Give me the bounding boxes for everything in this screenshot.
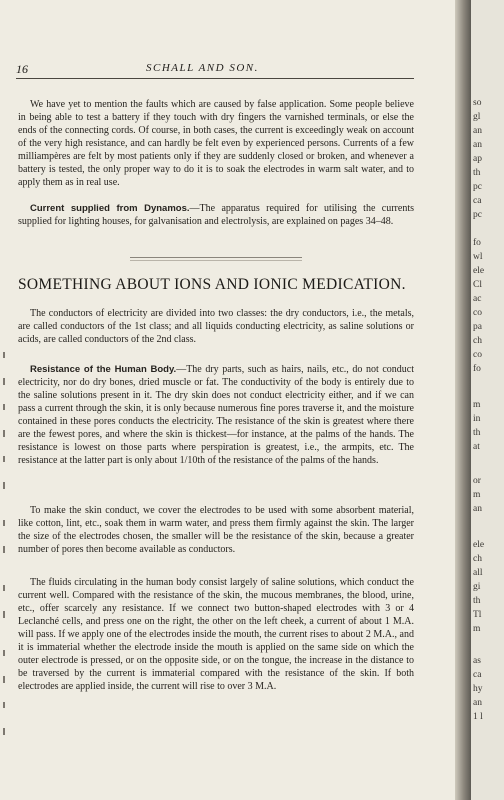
facing-fragment: ac [473, 294, 482, 304]
intro-paragraph-1: We have yet to mention the faults which are caused by false application. Some people believe in being able to test a battery if they touch with dry fingers the varnished terminals, or else the ends of the connecting cords. Of course, in both cases, the current is exceedingly weak on account of the very high resistance, and can hardly be felt even by experienced persons. Currents of a few milliampères are felt by most patients only if they are suddenly closed or broken, and whenever a battery is tested, the only proper way to do it is to soak the electrodes in warm salt water, and to apply them as in real use. [18, 99, 414, 188]
facing-fragment: ele [473, 540, 485, 550]
header-rule [16, 78, 414, 79]
facing-fragment: an [473, 698, 482, 708]
section-divider [130, 257, 302, 261]
skin-conduct-paragraph: To make the skin conduct, we cover the electrodes to be used with some absorbent material, like cotton, lint, etc., soak them in warm water, and press them firmly against the skin. The larger the size of the electrodes chosen, the smaller will be the resistance of the skin, because a greater number of pores then become available as conductors. [18, 505, 414, 555]
conductors-paragraph: The conductors of electricity are divided into two classes: the dry conductors, i.e., the metals, are called conductors of the 1st class; and all liquids conducting electricity, as saline solutions or acids, are called conductors of the 2nd class. [18, 308, 414, 345]
facing-fragment: th [473, 428, 481, 438]
facing-fragment: ch [473, 554, 482, 564]
facing-fragment: th [473, 596, 481, 606]
facing-fragment: pa [473, 322, 482, 332]
facing-fragment: gi [473, 582, 481, 592]
resistance-heading: Resistance of the Human Body. [30, 364, 177, 375]
page-number: 16 [16, 62, 28, 76]
facing-fragment: co [473, 350, 482, 360]
facing-fragment: an [473, 126, 482, 136]
fluids-paragraph: The fluids circulating in the human body consist largely of saline solutions, which conduct the current well. Compared with the resistance of the skin, the mucous membranes, the blood, urine, etc., offer scarcely any resistance. If we connect two button-shaped electrodes with 3 or 4 Leclanché cells, and press one on the right, the other on the left cheek, a current of about 1 M.A. will pass. If we apply one of the electrodes inside the mouth, the current rises to about 2 M.A., and it is immaterial whether the electrode inside the mouth is applied on the same side on which the outer electrode is pressed, or on the opposite side, or on the tongue, the increase in the distance to be traversed by the current is immaterial compared with the resistance of the skin. If both electrodes are applied inside, the current will rise to over 3 M.A. [18, 577, 414, 692]
facing-fragment: m [473, 400, 481, 410]
facing-page-edge [471, 0, 504, 800]
facing-fragment: as [473, 656, 481, 666]
resistance-paragraph [18, 363, 414, 467]
facing-fragment: an [473, 140, 482, 150]
facing-fragment: m [473, 490, 481, 500]
facing-fragment: fo [473, 238, 481, 248]
facing-fragment: 1 l [473, 712, 483, 722]
facing-fragment: Tl [473, 610, 482, 620]
dynamos-text: —The apparatus required for utilising the currents supplied for lighting houses, for galvanisation and electrolysis, are explained on pages 34–48. [18, 203, 414, 227]
facing-fragment: pc [473, 210, 482, 220]
facing-fragment: an [473, 504, 482, 514]
page-header [16, 62, 414, 78]
section-title: SOMETHING ABOUT IONS AND IONIC MEDICATION. [18, 276, 406, 293]
facing-fragment: so [473, 98, 482, 108]
facing-fragment: or [473, 476, 481, 486]
facing-fragment: wl [473, 252, 483, 262]
facing-fragment: all [473, 568, 483, 578]
facing-fragment: pc [473, 182, 482, 192]
facing-fragment: ca [473, 196, 482, 206]
facing-fragment: at [473, 442, 480, 452]
facing-fragment: co [473, 308, 482, 318]
resistance-text: —The dry parts, such as hairs, nails, etc., do not conduct electricity, nor do dry bones, dried muscle or fat. The conductivity of the body is entirely due to the saline solutions present in it. The dry skin does not conduct electricity either, and if we can pass a current through the skin, it is only because numerous fine pores traverse it, and the moisture contained in these pores conducts the electricity. The resistance of the skin is greatest where there are the fewest pores, and where the skin is thickest—for instance, at the palms of the hands. The resistance is lowest on those parts where perspiration is greatest, i.e., the armpits, etc. The resistance at the latter part is only about 1/10th of the resistance of the palms of the hands. [18, 364, 415, 466]
running-title: SCHALL AND SON. [146, 62, 259, 74]
facing-fragment: th [473, 168, 481, 178]
facing-fragment: hy [473, 684, 483, 694]
facing-fragment: ch [473, 336, 482, 346]
facing-fragment: Cl [473, 280, 482, 290]
facing-fragment: in [473, 414, 481, 424]
dynamos-heading: Current supplied from Dynamos. [30, 203, 190, 214]
facing-fragment: ele [473, 266, 485, 276]
page-gutter-shadow [455, 0, 471, 800]
facing-fragment: ap [473, 154, 482, 164]
facing-fragment: fo [473, 364, 481, 374]
facing-fragment: gl [473, 112, 481, 122]
facing-fragment: m [473, 624, 481, 634]
facing-fragment: ca [473, 670, 482, 680]
intro-paragraph-2 [18, 202, 414, 228]
